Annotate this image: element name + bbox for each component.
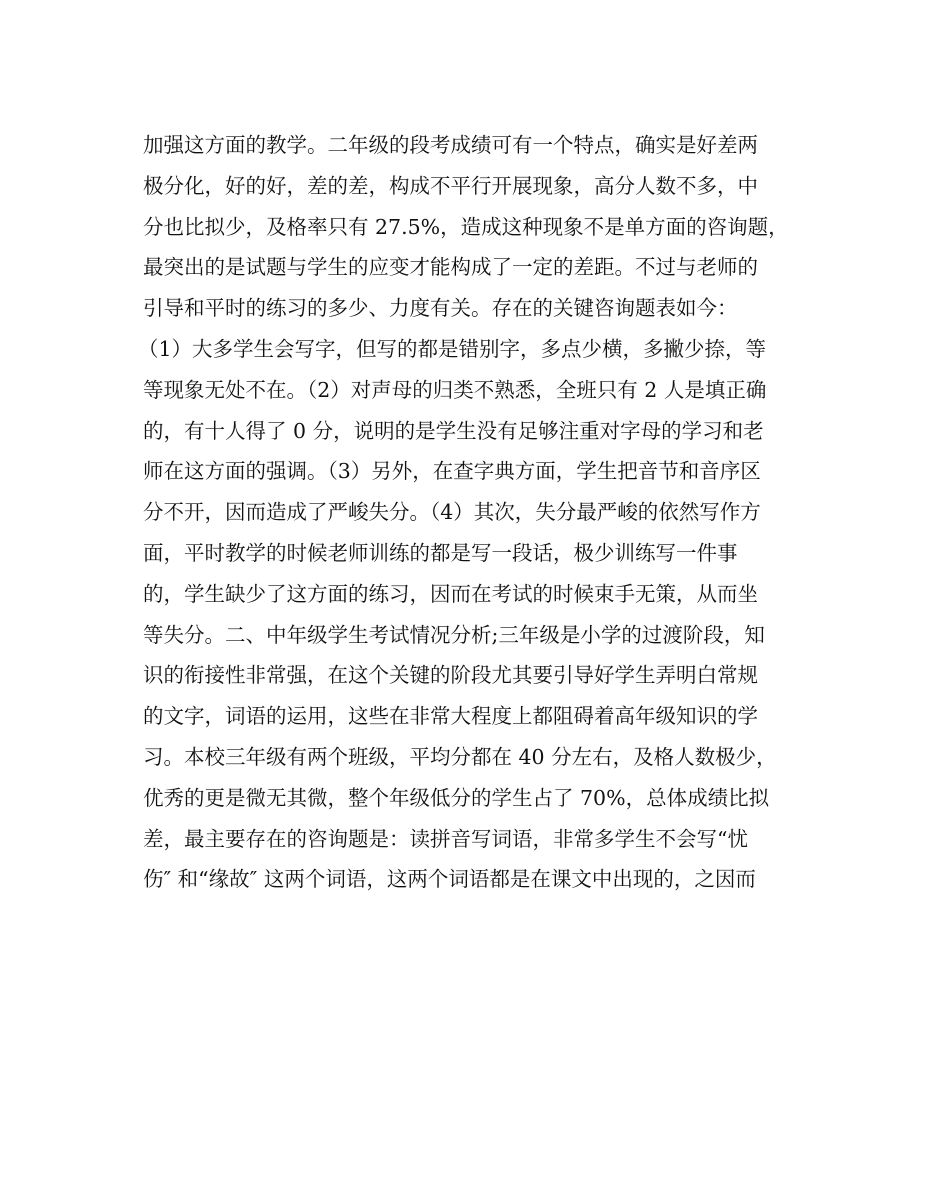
text-line: （1）大多学生会写字，但写的都是错别字，多点少横，多撇少捺，等	[138, 336, 767, 361]
text-line: 习。本校三年级有两个班级，平均分都在 40 分左右，及格人数极少，	[143, 744, 777, 769]
text-line: 的，学生缺少了这方面的练习，因而在考试的时候束手无策，从而坐	[143, 581, 758, 606]
text-line: 的文字，词语的运用，这些在非常大程度上都阻碍着高年级知识的学	[143, 704, 758, 729]
text-line: 分不开，因而造成了严峻失分。（4）其次，失分最严峻的依然写作方	[143, 500, 761, 525]
text-line: 等失分。二、中年级学生考试情况分析;三年级是小学的过渡阶段，知	[143, 622, 765, 647]
text-line: 师在这方面的强调。（3）另外，在查字典方面，学生把音节和音序区	[143, 459, 761, 484]
text-line: 差，最主要存在的咨询题是：读拼音写词语，非常多学生不会写“忧	[143, 826, 748, 851]
text-line: 识的衔接性非常强，在这个关键的阶段尤其要引导好学生弄明白常规	[143, 663, 758, 688]
text-line: 等现象无处不在。（2）对声母的归类不熟悉，全班只有 2 人是填正确	[143, 377, 767, 402]
text-line: 极分化，好的好，差的差，构成不平行开展现象，高分人数不多，中	[143, 173, 758, 198]
text-line: 优秀的更是微无其微，整个年级低分的学生占了 70%，总体成绩比拟	[143, 785, 770, 810]
text-line: 的，有十人得了 0 分，说明的是学生没有足够注重对字母的学习和老	[143, 418, 764, 443]
text-line: 分也比拟少，及格率只有 27.5%，造成这种现象不是单方面的咨询题，	[143, 214, 789, 239]
text-line: 面，平时教学的时候老师训练的都是写一段话，极少训练写一件事	[143, 540, 738, 565]
text-line: 引导和平时的练习的多少、力度有关。存在的关键咨询题表如今：	[143, 296, 738, 321]
text-line: 加强这方面的教学。二年级的段考成绩可有一个特点，确实是好差两	[143, 133, 758, 157]
text-line: 最突出的是试题与学生的应变才能构成了一定的差距。不过与老师的	[143, 255, 758, 280]
text-line: 伤″ 和“缘故″ 这两个词语，这两个词语都是在课文中出现的，之因而	[143, 867, 756, 892]
body-text	[138, 125, 823, 900]
